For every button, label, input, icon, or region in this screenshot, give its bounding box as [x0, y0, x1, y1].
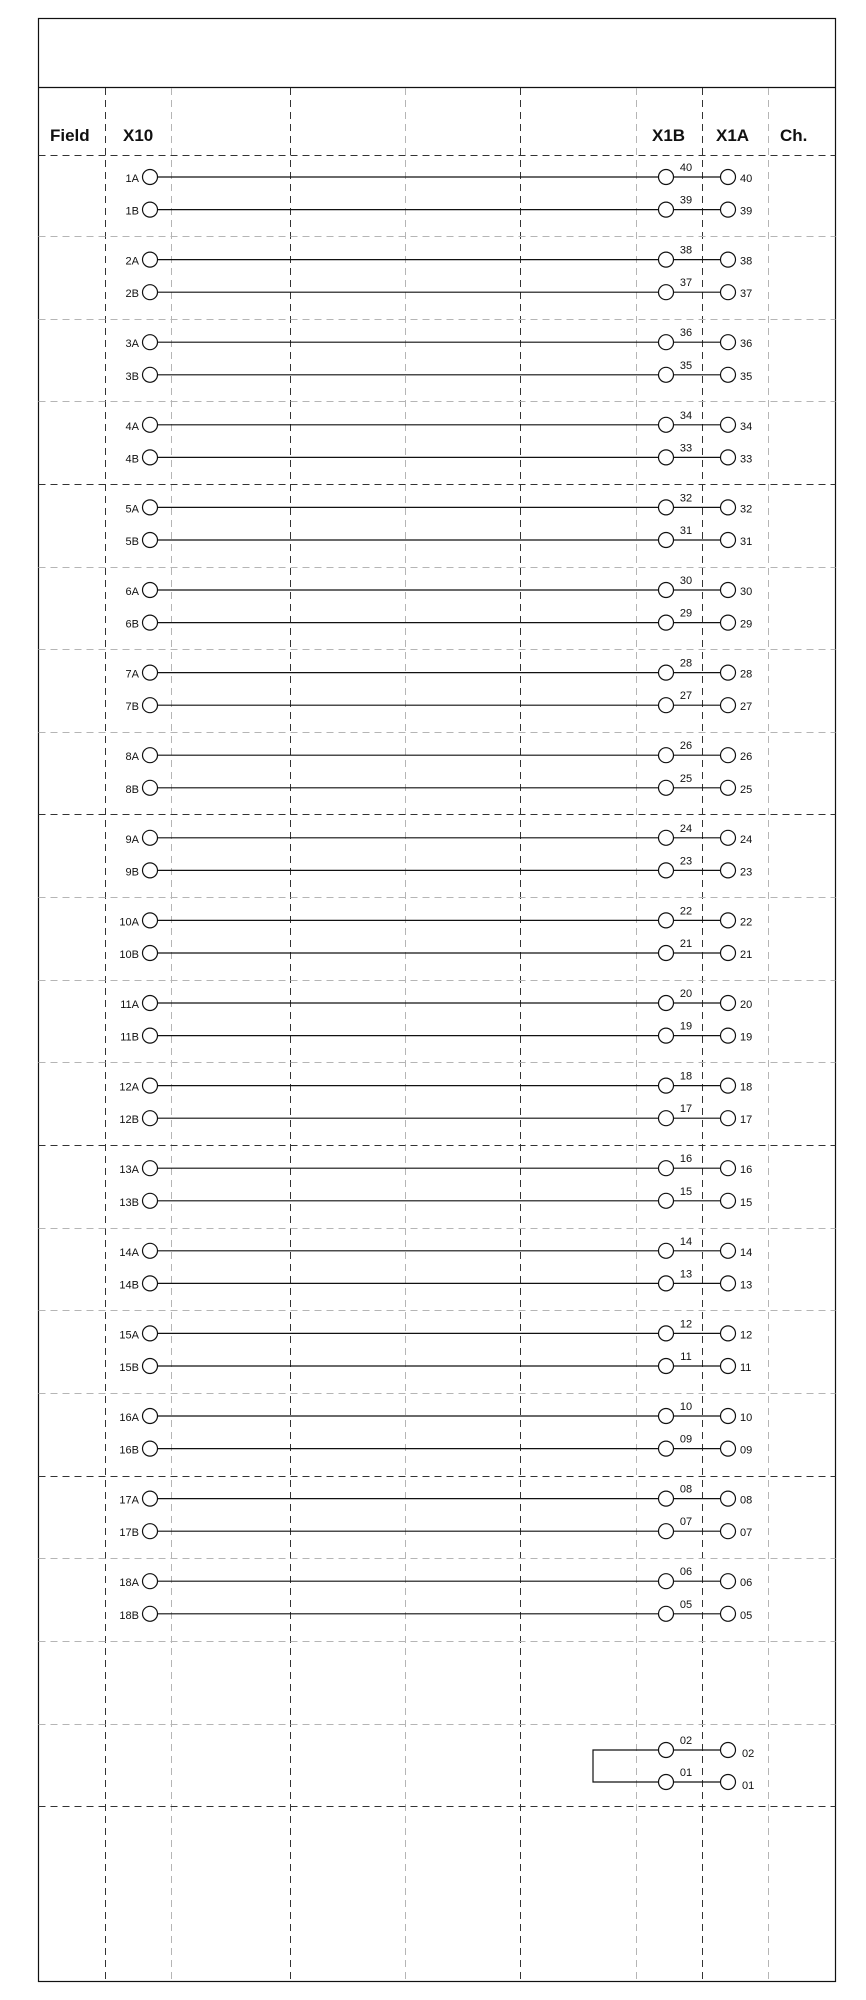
x1b-terminal-label: 06 [679, 1566, 693, 1579]
x1b-terminal [659, 830, 674, 845]
x1a-terminal [721, 367, 736, 382]
x1a-terminal-label: 33 [740, 453, 753, 466]
x1b-terminal-label: 07 [679, 1516, 693, 1529]
x1b-terminal [659, 780, 674, 795]
x10-terminal [143, 1111, 158, 1126]
x1a-terminal [721, 1606, 736, 1621]
x1a-terminal-label: 20 [740, 999, 753, 1011]
x10-terminal [143, 170, 158, 185]
x10-terminal-label: 18A [119, 1577, 139, 1590]
x10-terminal-label: 6A [125, 586, 139, 598]
x1b-terminal [659, 1743, 674, 1758]
x10-terminal-label: 8B [125, 783, 139, 796]
x1a-terminal-label: 16 [740, 1164, 753, 1177]
x1a-terminal [721, 1775, 736, 1790]
x1b-terminal [659, 583, 674, 598]
x1a-terminal-label: 31 [740, 536, 753, 548]
x1a-terminal-label: 15 [740, 1196, 753, 1209]
x1b-terminal-label: 13 [679, 1268, 693, 1281]
x1a-terminal-label: 36 [740, 338, 753, 351]
x1a-terminal [721, 285, 736, 300]
x1b-terminal-label: 08 [679, 1483, 693, 1496]
diagram-frame [39, 19, 836, 1982]
x1b-terminal [659, 1111, 674, 1126]
x1b-terminal [659, 1491, 674, 1506]
x10-terminal [143, 1359, 158, 1374]
x1a-terminal-label: 35 [740, 370, 753, 383]
x1a-terminal [721, 946, 736, 961]
x10-terminal [143, 615, 158, 630]
x1a-terminal [721, 1111, 736, 1126]
x1b-terminal-label: 10 [679, 1401, 693, 1413]
x10-terminal-label: 1A [125, 173, 139, 185]
x10-terminal [143, 1028, 158, 1043]
x1b-terminal [659, 1359, 674, 1374]
x10-terminal [143, 1161, 158, 1176]
x1b-terminal [659, 1441, 674, 1456]
x1b-terminal-label: 12 [679, 1318, 693, 1331]
x1a-terminal-label: 38 [740, 255, 753, 268]
x1b-terminal [659, 863, 674, 878]
x1a-terminal-label: 22 [740, 916, 753, 929]
x1b-terminal [659, 335, 674, 350]
x1b-terminal [659, 285, 674, 300]
x10-terminal-label: 2A [125, 255, 139, 268]
x1b-terminal-label: 30 [679, 575, 693, 587]
x1a-terminal-label: 09 [740, 1444, 753, 1457]
header-x1b: X1B [652, 126, 686, 145]
x1a-terminal-label: 32 [740, 503, 753, 516]
x10-terminal [143, 417, 158, 432]
x10-terminal [143, 1326, 158, 1341]
x1b-terminal [659, 1524, 674, 1539]
x10-terminal-label: 3B [125, 370, 139, 383]
x10-terminal-label: 15B [119, 1362, 139, 1374]
x1b-terminal-label: 32 [679, 492, 693, 505]
x10-terminal [143, 1491, 158, 1506]
x1a-terminal [721, 665, 736, 680]
x1b-terminal-label: 23 [679, 855, 693, 868]
x1b-terminal [659, 615, 674, 630]
x10-terminal [143, 1078, 158, 1093]
x10-terminal [143, 285, 158, 300]
x10-terminal-label: 3A [125, 338, 139, 351]
x1b-terminal-label: 36 [679, 327, 693, 340]
x1b-terminal [659, 1243, 674, 1258]
x10-terminal-label: 14A [119, 1246, 139, 1259]
x1b-terminal [659, 1276, 674, 1291]
x1b-terminal [659, 1606, 674, 1621]
x1b-terminal-label: 18 [679, 1070, 693, 1083]
x1a-terminal-label: 06 [740, 1577, 753, 1590]
x1b-terminal [659, 1409, 674, 1424]
x1a-terminal [721, 1161, 736, 1176]
x1b-terminal-label: 15 [679, 1185, 693, 1198]
x10-terminal-label: 4B [125, 453, 139, 466]
x1a-terminal [721, 698, 736, 713]
x10-terminal [143, 1409, 158, 1424]
x10-terminal-label: 17B [119, 1527, 139, 1540]
x10-terminal-label: 16A [119, 1412, 139, 1424]
x10-terminal [143, 1574, 158, 1589]
x1a-terminal-label: 17 [740, 1114, 753, 1127]
x1b-terminal [659, 252, 674, 267]
x10-terminal-label: 2B [125, 288, 139, 301]
terminal-layer [119, 162, 754, 1792]
x1a-terminal-label: 11 [740, 1362, 752, 1374]
x10-terminal-label: 4A [125, 420, 139, 433]
x1a-terminal-label: 39 [740, 205, 753, 218]
x10-terminal [143, 1606, 158, 1621]
x1b-terminal-label: 38 [679, 244, 693, 257]
x1b-terminal [659, 533, 674, 548]
x1a-terminal [721, 863, 736, 878]
jumper-bridge [593, 1750, 659, 1782]
x1a-terminal-label: 02 [742, 1748, 755, 1760]
x1a-terminal [721, 500, 736, 515]
x1b-terminal [659, 698, 674, 713]
x10-terminal [143, 1243, 158, 1258]
x1b-terminal-label: 02 [679, 1735, 693, 1747]
x1a-terminal [721, 1193, 736, 1208]
x10-terminal-label: 13B [119, 1196, 139, 1209]
x1b-terminal-label: 20 [679, 988, 693, 1000]
x1b-terminal [659, 748, 674, 763]
x10-terminal-label: 11A [120, 999, 139, 1011]
x1a-terminal [721, 1441, 736, 1456]
x1b-terminal-label: 33 [679, 442, 693, 455]
x1b-terminal-label: 24 [679, 822, 693, 835]
x10-terminal [143, 1441, 158, 1456]
x1b-terminal [659, 665, 674, 680]
x1a-terminal [721, 1276, 736, 1291]
x1b-terminal [659, 996, 674, 1011]
x10-terminal-label: 14B [119, 1279, 139, 1292]
x1a-terminal-label: 23 [740, 866, 753, 879]
x10-terminal-label: 16B [119, 1444, 139, 1457]
x1b-terminal-label: 22 [679, 905, 693, 918]
x1b-terminal-label: 09 [679, 1433, 693, 1446]
x1b-terminal [659, 1326, 674, 1341]
x1a-terminal-label: 07 [740, 1527, 753, 1540]
x1a-terminal-label: 05 [740, 1609, 753, 1622]
x1b-terminal [659, 202, 674, 217]
x1b-terminal [659, 1193, 674, 1208]
x1a-terminal [721, 996, 736, 1011]
x1b-terminal-label: 21 [679, 938, 693, 950]
x1b-terminal [659, 450, 674, 465]
x1b-terminal [659, 946, 674, 961]
x10-terminal [143, 1193, 158, 1208]
x1a-terminal [721, 1491, 736, 1506]
x10-terminal [143, 335, 158, 350]
header-ch: Ch. [780, 126, 808, 145]
x1b-terminal [659, 500, 674, 515]
x10-terminal-label: 17A [119, 1494, 139, 1507]
x10-terminal-label: 13A [119, 1164, 139, 1177]
x10-terminal [143, 1524, 158, 1539]
x1a-terminal [721, 533, 736, 548]
x1a-terminal-label: 18 [740, 1081, 753, 1094]
x10-terminal-label: 18B [119, 1609, 139, 1622]
x1a-terminal-label: 34 [740, 420, 753, 433]
x1a-terminal [721, 202, 736, 217]
x1a-terminal-label: 10 [740, 1412, 753, 1424]
x10-terminal [143, 533, 158, 548]
x10-terminal [143, 500, 158, 515]
x1b-terminal-label: 27 [679, 690, 693, 703]
x1a-terminal [721, 1028, 736, 1043]
x1b-terminal-label: 26 [679, 740, 693, 753]
x1a-terminal-label: 30 [740, 586, 753, 598]
x10-terminal [143, 780, 158, 795]
x1a-terminal [721, 780, 736, 795]
x1b-terminal [659, 170, 674, 185]
x10-terminal [143, 450, 158, 465]
x1a-terminal-label: 37 [740, 288, 753, 301]
x1a-terminal [721, 830, 736, 845]
x1b-terminal [659, 1574, 674, 1589]
x10-terminal [143, 367, 158, 382]
grid-lines [39, 88, 836, 1981]
x10-terminal-label: 12B [119, 1114, 139, 1127]
x1a-terminal-label: 08 [740, 1494, 753, 1507]
x1b-terminal-label: 01 [679, 1767, 693, 1779]
x1b-terminal-label: 11 [680, 1351, 692, 1363]
x1a-terminal-label: 12 [740, 1329, 753, 1342]
x1a-terminal [721, 252, 736, 267]
x1a-terminal-label: 21 [740, 949, 753, 961]
x1b-terminal-label: 37 [679, 277, 693, 290]
x1a-terminal [721, 335, 736, 350]
x1b-terminal [659, 367, 674, 382]
x1b-terminal-label: 40 [679, 162, 693, 174]
x1a-terminal [721, 583, 736, 598]
x10-terminal-label: 6B [125, 618, 139, 631]
x10-terminal [143, 1276, 158, 1291]
x1a-terminal-label: 28 [740, 668, 753, 681]
x10-terminal-label: 5A [125, 503, 139, 516]
x1a-terminal-label: 40 [740, 173, 753, 185]
x10-terminal [143, 996, 158, 1011]
x1b-terminal [659, 1078, 674, 1093]
x10-terminal-label: 15A [119, 1329, 139, 1342]
x10-terminal-label: 5B [125, 536, 139, 548]
x1a-terminal-label: 13 [740, 1279, 753, 1292]
x10-terminal-label: 7A [125, 668, 139, 681]
x1b-terminal-label: 28 [679, 657, 693, 670]
x10-terminal-label: 1B [125, 205, 139, 218]
x1b-terminal-label: 17 [679, 1103, 693, 1116]
x1b-terminal [659, 1775, 674, 1790]
x1a-terminal-label: 26 [740, 751, 753, 764]
x10-terminal [143, 202, 158, 217]
x10-terminal-label: 9B [125, 866, 139, 879]
x1b-terminal-label: 19 [679, 1020, 693, 1033]
x1a-terminal [721, 417, 736, 432]
x10-terminal [143, 252, 158, 267]
x1a-terminal [721, 1243, 736, 1258]
x1a-terminal [721, 170, 736, 185]
x1b-terminal-label: 31 [679, 525, 693, 537]
x10-terminal [143, 830, 158, 845]
x10-terminal [143, 863, 158, 878]
x1a-terminal [721, 913, 736, 928]
x10-terminal-label: 7B [125, 701, 139, 714]
x1b-terminal-label: 25 [679, 772, 693, 785]
x10-terminal [143, 748, 158, 763]
x10-terminal [143, 946, 158, 961]
x1a-terminal [721, 1743, 736, 1758]
x1b-terminal-label: 05 [679, 1598, 693, 1611]
x10-terminal-label: 10B [119, 949, 139, 961]
x1a-terminal [721, 450, 736, 465]
x1b-terminal-label: 14 [679, 1235, 693, 1248]
x1b-terminal-label: 35 [679, 359, 693, 372]
x1a-terminal [721, 1326, 736, 1341]
x10-terminal [143, 583, 158, 598]
x1a-terminal-label: 14 [740, 1246, 753, 1259]
x1a-terminal-label: 24 [740, 833, 753, 846]
x1a-terminal [721, 748, 736, 763]
header-x1a: X1A [716, 126, 750, 145]
x1a-terminal-label: 27 [740, 701, 753, 714]
x10-terminal-label: 11B [120, 1031, 139, 1044]
x1a-terminal [721, 1078, 736, 1093]
x1a-terminal [721, 1409, 736, 1424]
x10-terminal-label: 12A [119, 1081, 139, 1094]
header-field: Field [50, 126, 90, 145]
x10-terminal [143, 665, 158, 680]
x1b-terminal-label: 16 [679, 1153, 693, 1166]
x1b-terminal [659, 913, 674, 928]
header-x10: X10 [123, 126, 154, 145]
x1a-terminal [721, 615, 736, 630]
x1a-terminal [721, 1574, 736, 1589]
x1b-terminal-label: 29 [679, 607, 693, 620]
x1a-terminal [721, 1524, 736, 1539]
x1b-terminal [659, 1028, 674, 1043]
x10-terminal-label: 8A [125, 751, 139, 764]
x1b-terminal-label: 39 [679, 194, 693, 207]
x1b-terminal [659, 1161, 674, 1176]
x10-terminal [143, 698, 158, 713]
x1a-terminal-label: 19 [740, 1031, 753, 1044]
x1b-terminal-label: 34 [679, 409, 693, 422]
x1a-terminal-label: 29 [740, 618, 753, 631]
x1b-terminal [659, 417, 674, 432]
x10-terminal-label: 10A [119, 916, 139, 929]
x1a-terminal-label: 01 [742, 1780, 755, 1792]
x10-terminal-label: 9A [125, 833, 139, 846]
x1a-terminal-label: 25 [740, 783, 753, 796]
x10-terminal [143, 913, 158, 928]
x1a-terminal [721, 1359, 736, 1374]
